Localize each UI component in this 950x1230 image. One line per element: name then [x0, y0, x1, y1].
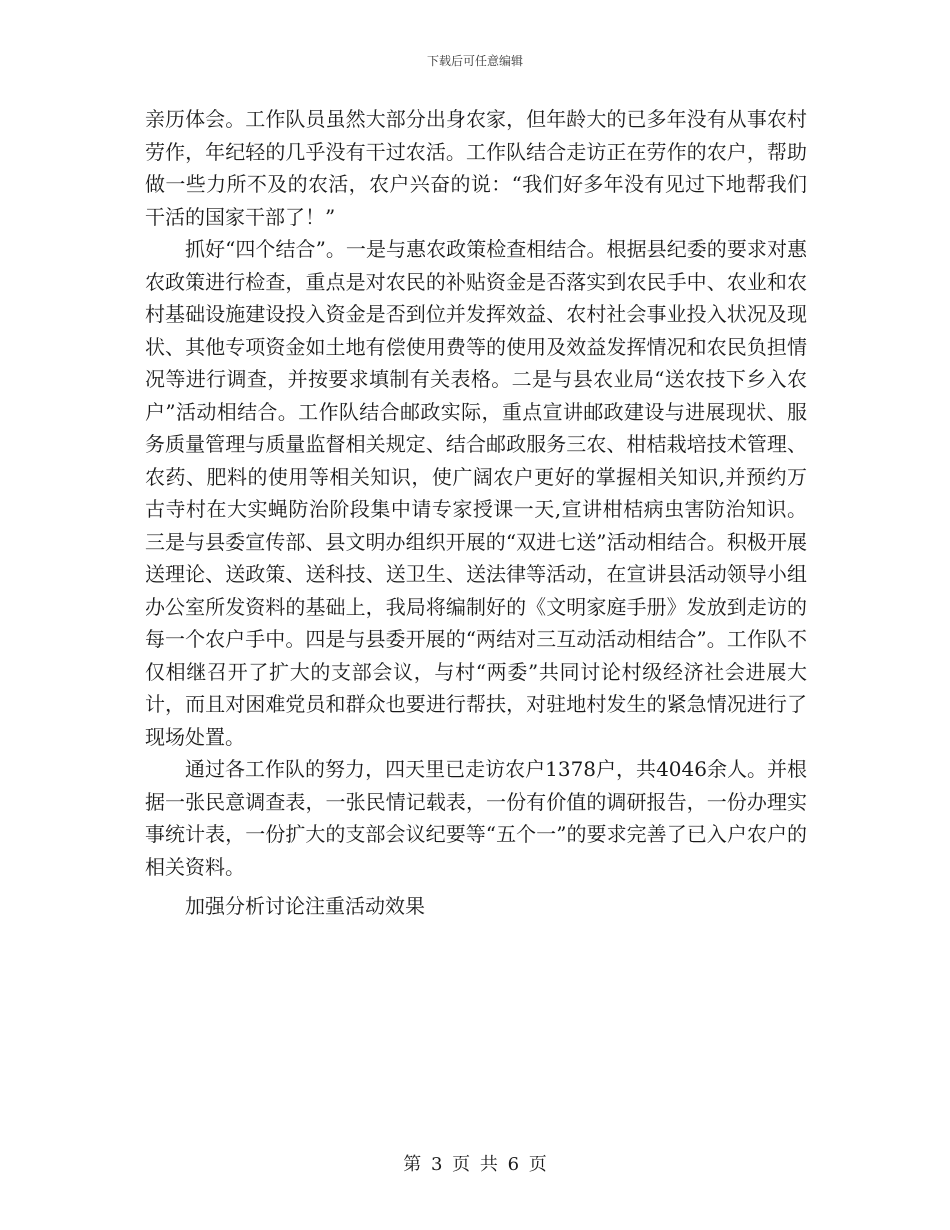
paragraph-continuation: 亲历体会。工作队员虽然大部分出身农家，但年龄大的已多年没有从事农村劳作，年纪轻的几乎没有干过农活。工作队结合走访正在劳作的农户，帮助做一些力所不及的农活，农户兴奋的说：“我们好多年没有见过下地帮我们干活的国家干部了！”: [145, 107, 807, 229]
paragraph-visit-results: 通过各工作队的努力，四天里已走访农户1378户，共4046余人。并根据一张民意调查表，一张民情记载表，一份有价值的调研报告，一份办理实事统计表，一份扩大的支部会议纪要等“五个一”的要求完善了已入户农户的相关资料。: [145, 757, 807, 879]
paragraph-four-combinations: 抓好“四个结合”。一是与惠农政策检查相结合。根据县纪委的要求对惠农政策进行检查，重点是对农民的补贴资金是否落实到农民手中、农业和农村基础设施建设投入资金是否到位并发挥效益、农村社会事业投入状况及现状、其他专项资金如土地有偿使用费等的使用及效益发挥情况和农民负担情况等进行调查，并按要求填制有关表格。二是与县农业局“送农技下乡入农户”活动相结合。工作队结合邮政实际，重点宣讲邮政建设与进展现状、服务质量管理与质量监督相关规定、结合邮政服务三农、柑桔栽培技术管理、农药、肥料的使用等相关知识，使广阔农户更好的掌握相关知识,并预约万古寺村在大实蝇防治阶段集中请专家授课一天,宣讲柑桔病虫害防治知识。三是与县委宣传部、县文明办组织开展的“双进七送”活动相结合。积极开展送理论、送政策、送科技、送卫生、送法律等活动，在宣讲县活动领导小组办公室所发资料的基础上，我局将编制好的《文明家庭手册》发放到走访的每一个农户手中。四是与县委开展的“两结对三互动活动相结合”。工作队不仅相继召开了扩大的支部会议，与村“两委”共同讨论村级经济社会进展大计，而且对困难党员和群众也要进行帮扶，对驻地村发生的紧急情况进行了现场处置。: [145, 237, 807, 749]
page-header: 下载后可任意编辑: [426, 54, 523, 68]
section-heading: 加强分析讨论注重活动效果: [185, 894, 425, 918]
document-body: [145, 103, 807, 923]
page-footer: 第 3 页 共 6 页: [403, 1154, 547, 1175]
